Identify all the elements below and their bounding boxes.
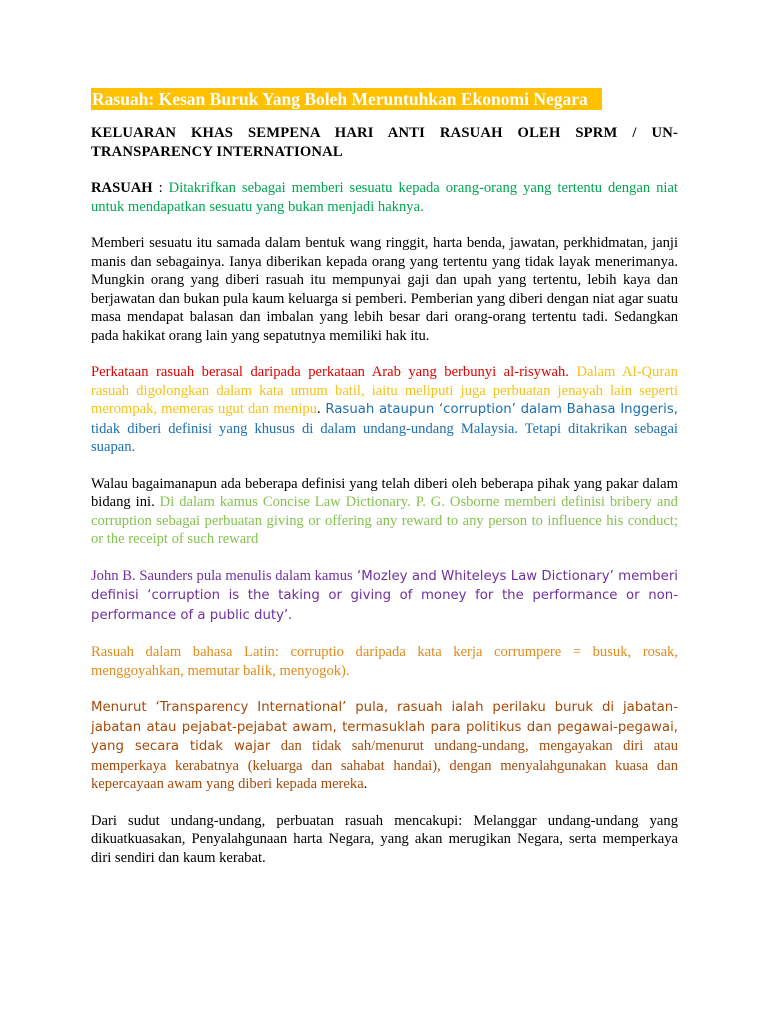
document-title: Rasuah: Kesan Buruk Yang Boleh Meruntuhkan Ekonomi Negara <box>91 88 602 110</box>
document-page <box>91 88 678 867</box>
saunders-intro-text: John B. Saunders pula menulis dalam kamus <box>91 567 353 584</box>
origin-corruption-text: Rasuah ataupun ‘corruption’ dalam Bahasa Inggeris, <box>320 402 678 417</box>
paragraph-origin <box>91 363 678 457</box>
definition-text: Ditakrifkan sebagai memberi sesuatu kepada orang-orang yang tertentu dengan niat untuk mendapatkan sesuatu yang bukan menjadi haknya. <box>91 180 678 215</box>
paragraph-definitions <box>91 475 678 549</box>
paragraph-giving: Memberi sesuatu itu samada dalam bentuk wang ringgit, harta benda, jawatan, perkhidmatan, janji manis dan sebagainya. Ianya diberikan kepada orang yang tertentu yang tidak layak menerimanya. Mungkin orang yang diberi rasuah itu mempunyai gaji dan upah yang tertentu, lebih kaya dan berjawatan dan bukan pula kaum keluarga si pemberi. Pemberian yang diberi dengan niat agar suatu masa mendapat balasan dan imbalan yang lebih besar dari orang-orang tertentu tadi. Sedangkan pada hakikat orang lain yang sepatutnya memiliki hak itu. <box>91 235 678 344</box>
origin-quran-text: Dalam Al-Quran rasuah digolongkan dalam kata umum batil, iaitu meliputi juga perbuatan jenayah lain seperti merompak, memeras ugut dan menipu <box>91 364 678 417</box>
paragraph-definition <box>91 179 678 216</box>
origin-malaysia-text: tidak diberi definisi yang khusus di dalam undang-undang Malaysia. Tetapi ditakrikan sebagai suapan. <box>91 420 678 455</box>
saunders-period: . <box>288 606 292 623</box>
definitions-osborne-text: Di dalam kamus Concise Law Dictionary. P. G. Osborne memberi definisi bribery and corruption sebagai perbuatan giving or offering any reward to any person to influence his conduct; or the receipt of such reward <box>91 494 678 547</box>
definition-term: RASUAH <box>91 180 153 196</box>
saunders-quote-text: ‘Mozley and Whiteleys Law Dictionary’ memberi definisi ‘corruption is the taking or giving of money for the performance or non-performance of a public duty’ <box>91 568 678 623</box>
origin-period: . <box>316 401 321 417</box>
paragraph-transparency <box>91 698 678 794</box>
paragraph-saunders <box>91 567 678 626</box>
paragraph-latin: Rasuah dalam bahasa Latin: corruptio daripada kata kerja corrumpere = busuk, rosak, menggoyahkan, memutar balik, menyogok). <box>91 644 678 679</box>
document-subtitle: KELUARAN KHAS SEMPENA HARI ANTI RASUAH OLEH SPRM / UN-TRANSPARENCY INTERNATIONAL <box>91 125 678 160</box>
paragraph-legal: Dari sudut undang-undang, perbuatan rasuah mencakupi: Melanggar undang-undang yang dikuatkuasakan, Penyalahgunaan harta Negara, yang akan merugikan Negara, serta memperkaya diri sendiri dan kaum kerabat. <box>91 812 678 866</box>
transparency-quote-text: Menurut ‘Transparency International’ pula, rasuah ialah perilaku buruk di jabatan-jabatan atau pejabat-pejabat awam, termasuklah para politikus dan pegawai-pegawai, yang secara tidak wajar <box>91 700 678 754</box>
transparency-period: . <box>363 776 368 792</box>
origin-arabic-text: Perkataan rasuah berasal daripada perkataan Arab yang berbunyi al-risywah. <box>91 364 569 380</box>
transparency-rest-text: dan tidak sah/menurut undang-undang, mengayakan diri atau memperkaya kerabatnya (keluarga dan sahabat handai), dengan menyalahgunakan kuasa dan kepercayaan awam yang diberi kepada mereka <box>91 738 678 792</box>
definitions-intro-text: Walau bagaimanapun ada beberapa definisi yang telah diberi oleh beberapa pihak yang pakar dalam bidang ini. <box>91 475 678 510</box>
definition-colon: : <box>152 180 169 196</box>
